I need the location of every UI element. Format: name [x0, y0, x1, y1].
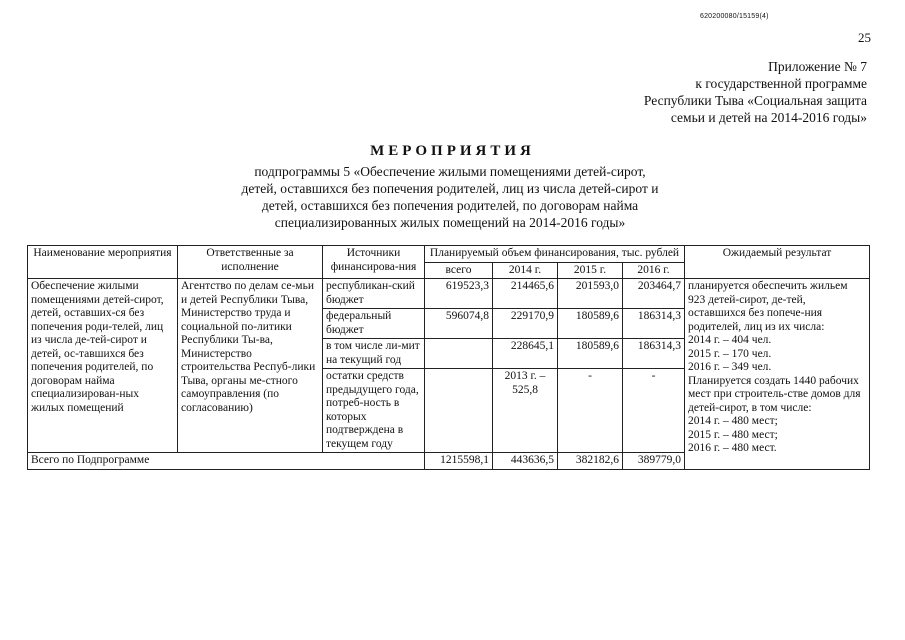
result-line: 2015 г. – 170 чел. — [688, 347, 772, 360]
activities-table — [27, 245, 870, 470]
total-cell: 596074,8 — [425, 309, 493, 339]
result-line: планируется обеспечить жильем 923 детей-сирот, де-тей, оставшихся без попече-ния родителей, лиц из их числа: — [688, 280, 848, 333]
subtitle-line: детей, оставшихся без попечения родителей, по договорам найма — [261, 198, 639, 213]
document-subtitle — [160, 163, 740, 231]
year-2016-cell: 203464,7 — [623, 279, 685, 309]
funding-source-cell: республикан-ский бюджет — [323, 279, 425, 309]
totals-total: 1215598,1 — [425, 453, 493, 470]
document-code: 620200080/15159(4) — [700, 13, 769, 20]
appendix-line: семьи и детей на 2014-2016 годы» — [670, 110, 867, 125]
year-2015-cell: 201593,0 — [558, 279, 623, 309]
activity-name-cell: Обеспечение жилыми помещениями детей-сирот, детей, оставших-ся без попечения роди-телей, лиц из числа де-тей-сирот и детей, ос-тавшихся без попечения родителей, по договорам найма специализирован-ных жилых помещений — [28, 279, 178, 453]
document-heading: МЕРОПРИЯТИЯ — [370, 143, 535, 159]
result-line: 2015 г. – 480 мест; — [688, 428, 778, 441]
subtitle-line: детей, оставшихся без попечения родителей, лиц из числа детей-сирот и — [241, 181, 659, 196]
expected-result-cell — [685, 279, 870, 470]
totals-2016: 389779,0 — [623, 453, 685, 470]
year-2016-cell: - — [623, 369, 685, 453]
page-number: 25 — [858, 30, 871, 45]
table-row — [28, 279, 870, 309]
total-cell — [425, 339, 493, 369]
header-planned-funding: Планируемый объем финансирования, тыс. рублей — [425, 246, 685, 263]
result-line: 2016 г. – 480 мест. — [688, 442, 777, 454]
header-total: всего — [425, 262, 493, 279]
total-cell: 619523,3 — [425, 279, 493, 309]
appendix-line: Республики Тыва «Социальная защита — [643, 93, 867, 108]
year-2015-cell: - — [558, 369, 623, 453]
year-2016-cell: 186314,3 — [623, 309, 685, 339]
header-activity-name: Наименование мероприятия — [28, 246, 178, 279]
total-cell — [425, 369, 493, 453]
year-2016-cell: 186314,3 — [623, 339, 685, 369]
header-year-2016: 2016 г. — [623, 262, 685, 279]
subtitle-line: подпрограммы 5 «Обеспечение жилыми помещениями детей-сирот, — [254, 164, 646, 179]
year-2014-cell: 229170,9 — [493, 309, 558, 339]
header-funding-sources: Источники финансирова-ния — [323, 246, 425, 279]
funding-source-cell: остатки средств предыдущего года, потреб-ность в которых подтверждена в текущем году — [323, 369, 425, 453]
result-line: 2014 г. – 480 мест; — [688, 415, 778, 427]
totals-2014: 443636,5 — [493, 453, 558, 470]
appendix-line: Приложение № 7 — [768, 59, 867, 74]
result-line: Планируется создать 1440 рабочих мест при строитель-стве домов для детей-сирот, в том числе: — [688, 374, 861, 414]
year-2014-cell: 228645,1 — [493, 339, 558, 369]
totals-label: Всего по Подпрограмме — [28, 453, 425, 470]
appendix-header — [644, 58, 867, 126]
header-expected-result: Ожидаемый результат — [685, 246, 870, 279]
header-year-2015: 2015 г. — [558, 262, 623, 279]
header-responsible: Ответственные за исполнение — [178, 246, 323, 279]
year-2015-cell: 180589,6 — [558, 309, 623, 339]
appendix-line: к государственной программе — [695, 76, 867, 91]
year-2015-cell: 180589,6 — [558, 339, 623, 369]
funding-source-cell: в том числе ли-мит на текущий год — [323, 339, 425, 369]
subtitle-line: специализированных жилых помещений на 2014-2016 годы» — [274, 215, 626, 230]
header-year-2014: 2014 г. — [493, 262, 558, 279]
totals-2015: 382182,6 — [558, 453, 623, 470]
year-2014-cell: 2013 г. – 525,8 — [493, 369, 558, 453]
result-line: 2016 г. – 349 чел. — [688, 361, 772, 373]
funding-source-cell: федеральный бюджет — [323, 309, 425, 339]
result-line: 2014 г. – 404 чел. — [688, 334, 772, 346]
responsible-cell: Агентство по делам се-мьи и детей Республики Тыва, Министерство труда и социальной по-литики Республики Ты-ва, Министерство строительства Респуб-лики Тыва, органы ме-стного самоуправления (по согласованию) — [178, 279, 323, 453]
year-2014-cell: 214465,6 — [493, 279, 558, 309]
